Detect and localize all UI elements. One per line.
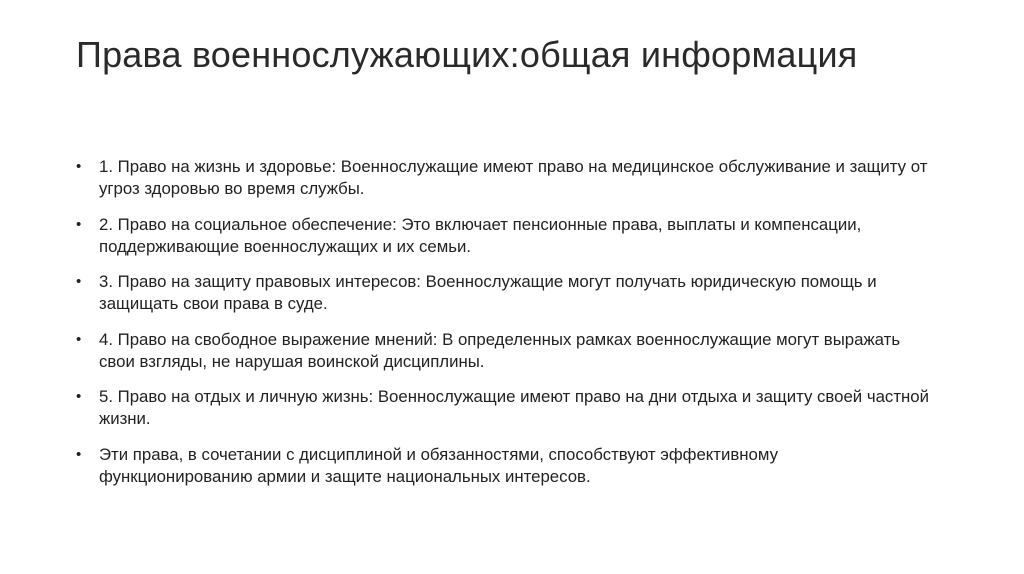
bullet-item — [76, 156, 936, 200]
bullet-text: Эти права, в сочетании с дисциплиной и обязанностями, способствуют эффективному функционированию армии и защите национальных интересов. — [99, 444, 779, 486]
bullet-text: 5. Право на отдых и личную жизнь: Военнослужащие имеют право на дни отдыха и защиту своей частной жизни. — [99, 387, 929, 428]
bullet-dot-icon: • — [76, 158, 82, 175]
bullet-dot-icon: • — [76, 215, 82, 233]
bullet-text: 3. Право на защиту правовых интересов: Военнослужащие могут получать юридическую помощь и защищать свои права в суде. — [99, 272, 877, 313]
slide-title: Права военнослужающих:общая информация — [76, 34, 858, 75]
bullet-dot-icon: • — [76, 445, 82, 463]
bullet-item — [76, 214, 936, 258]
bullet-dot-icon: • — [76, 273, 82, 290]
bullet-text: 4. Право на свободное выражение мнений: В определенных рамках военнослужащие могут выражать свои взгляды, не нарушая воинской дисциплины. — [99, 329, 901, 371]
bullet-item — [76, 444, 936, 488]
bullet-text: 1. Право на жизнь и здоровье: Военнослужащие имеют право на медицинское обслуживание и защиту от угроз здоровью во время службы. — [99, 157, 928, 198]
bullet-item — [76, 386, 936, 430]
bullet-item — [76, 271, 936, 315]
bullet-dot-icon: • — [76, 330, 82, 348]
bullet-text: 2. Право на социальное обеспечение: Это включает пенсионные права, выплаты и компенсации, поддерживающие военнослужащих и их семьи. — [99, 214, 862, 256]
bullet-list — [76, 156, 936, 501]
bullet-item — [76, 329, 936, 373]
bullet-dot-icon: • — [76, 388, 82, 405]
